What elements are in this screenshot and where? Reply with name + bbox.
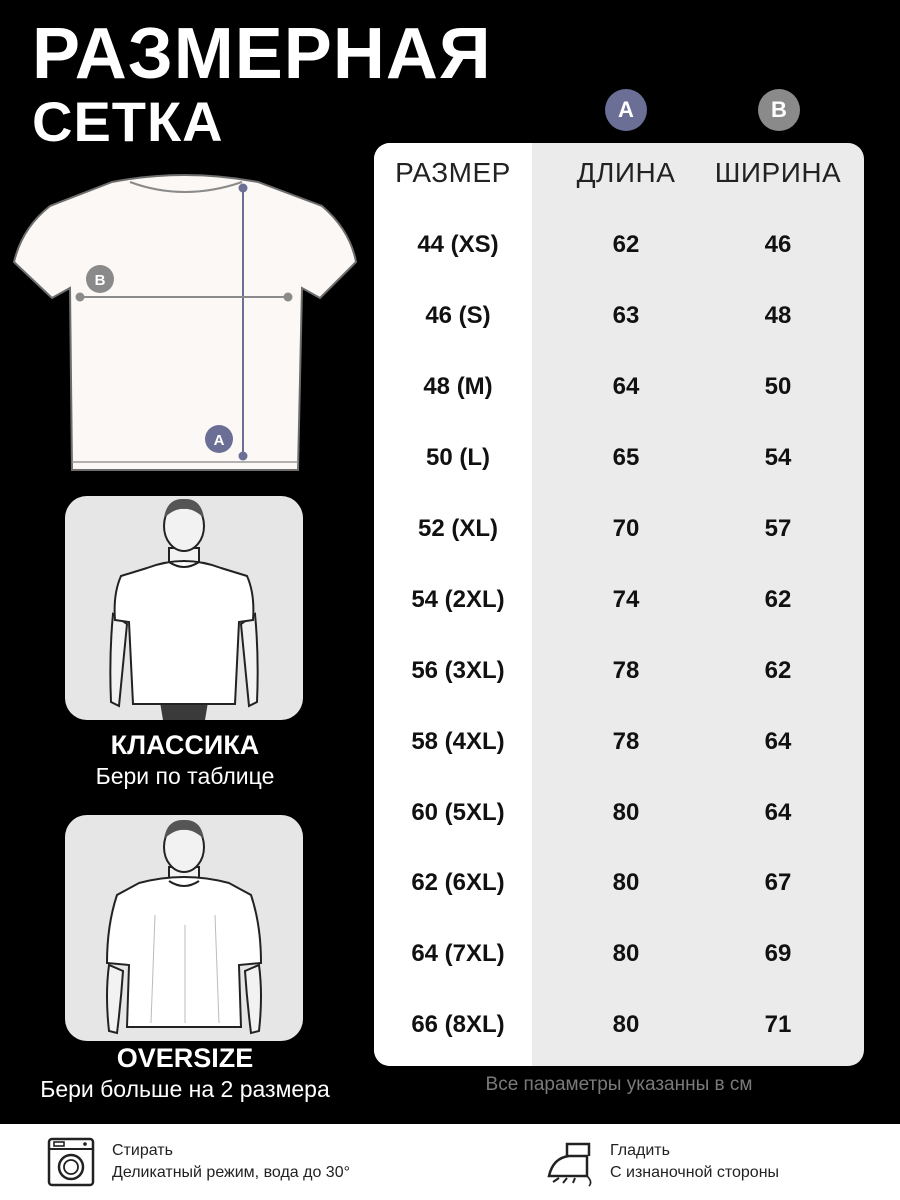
table-row bbox=[374, 990, 864, 1061]
table-row bbox=[374, 352, 864, 423]
badge-b-width: B bbox=[758, 89, 800, 131]
cell-length: 62 bbox=[612, 231, 640, 259]
page-title-line2: СЕТКА bbox=[32, 90, 224, 153]
cell-size: 46 (S) bbox=[425, 302, 491, 330]
table-row bbox=[374, 635, 864, 706]
cell-size: 62 (6XL) bbox=[411, 869, 505, 897]
cell-length: 80 bbox=[612, 798, 640, 826]
care-iron-title: Гладить bbox=[610, 1142, 670, 1160]
header-size: РАЗМЕР bbox=[395, 157, 511, 188]
table-row bbox=[374, 210, 864, 281]
care-wash-title: Стирать bbox=[112, 1142, 173, 1160]
cell-size: 56 (3XL) bbox=[411, 656, 505, 684]
cell-width: 64 bbox=[764, 798, 792, 826]
cell-length: 80 bbox=[612, 869, 640, 897]
man-classic-tshirt-illustration bbox=[65, 496, 303, 720]
badge-a-length: A bbox=[605, 89, 647, 131]
page-title-line1: РАЗМЕРНАЯ bbox=[32, 14, 492, 94]
table-row bbox=[374, 494, 864, 565]
classic-fit-title: КЛАССИКА bbox=[110, 730, 260, 760]
table-row bbox=[374, 423, 864, 494]
cell-length: 63 bbox=[612, 302, 640, 330]
cell-size: 54 (2XL) bbox=[411, 585, 505, 613]
tshirt-diagram bbox=[12, 170, 358, 475]
oversize-fit-image bbox=[65, 815, 303, 1041]
cell-size: 64 (7XL) bbox=[411, 940, 505, 968]
cell-width: 69 bbox=[764, 940, 792, 968]
cell-size: 50 (L) bbox=[425, 444, 490, 472]
tshirt-outline bbox=[14, 175, 356, 470]
cell-width: 64 bbox=[764, 727, 792, 755]
care-iron bbox=[543, 1124, 779, 1200]
cell-width: 48 bbox=[764, 302, 792, 330]
size-table-header bbox=[374, 143, 864, 205]
table-row bbox=[374, 848, 864, 919]
units-note: Все параметры указанны в см bbox=[485, 1074, 753, 1095]
table-row bbox=[374, 777, 864, 848]
size-table bbox=[374, 143, 864, 1066]
page-title bbox=[32, 14, 492, 153]
cell-size: 48 (M) bbox=[423, 373, 493, 401]
diagram-label-a: A bbox=[213, 432, 225, 449]
washing-machine-icon bbox=[45, 1136, 97, 1188]
cell-length: 80 bbox=[612, 940, 640, 968]
cell-size: 44 (XS) bbox=[417, 231, 499, 259]
classic-fit-image bbox=[65, 496, 303, 720]
table-row bbox=[374, 564, 864, 635]
cell-size: 66 (8XL) bbox=[411, 1011, 505, 1039]
cell-size: 60 (5XL) bbox=[411, 798, 505, 826]
table-row bbox=[374, 706, 864, 777]
cell-length: 70 bbox=[612, 515, 640, 542]
cell-length: 74 bbox=[612, 585, 640, 613]
cell-width: 62 bbox=[764, 656, 792, 684]
man-oversize-tshirt-illustration bbox=[65, 815, 303, 1041]
cell-width: 67 bbox=[764, 869, 792, 897]
cell-width: 62 bbox=[764, 585, 792, 613]
cell-length: 64 bbox=[612, 373, 640, 401]
classic-fit-hint: Бери по таблице bbox=[95, 763, 275, 789]
care-footer bbox=[0, 1124, 900, 1200]
oversize-fit-title: OVERSIZE bbox=[116, 1043, 254, 1073]
cell-length: 65 bbox=[612, 444, 640, 472]
table-row bbox=[374, 281, 864, 352]
cell-length: 78 bbox=[612, 656, 640, 684]
header-length: ДЛИНА bbox=[576, 157, 676, 188]
care-wash bbox=[45, 1124, 350, 1200]
oversize-fit-hint: Бери больше на 2 размера bbox=[40, 1076, 330, 1102]
size-table-body bbox=[374, 210, 864, 1061]
cell-length: 80 bbox=[612, 1011, 640, 1039]
cell-width: 57 bbox=[764, 515, 792, 542]
cell-width: 71 bbox=[764, 1011, 792, 1039]
iron-icon bbox=[543, 1136, 595, 1188]
cell-width: 46 bbox=[764, 231, 792, 259]
header-width: ШИРИНА bbox=[714, 157, 842, 188]
care-iron-text: С изнаночной стороны bbox=[610, 1164, 780, 1181]
cell-width: 54 bbox=[764, 444, 792, 472]
table-row bbox=[374, 919, 864, 990]
cell-size: 52 (XL) bbox=[417, 515, 498, 542]
cell-width: 50 bbox=[764, 373, 792, 401]
cell-length: 78 bbox=[612, 727, 640, 755]
diagram-label-b: B bbox=[94, 272, 106, 289]
cell-size: 58 (4XL) bbox=[411, 727, 505, 755]
care-wash-text: Деликатный режим, вода до 30° bbox=[112, 1164, 350, 1181]
